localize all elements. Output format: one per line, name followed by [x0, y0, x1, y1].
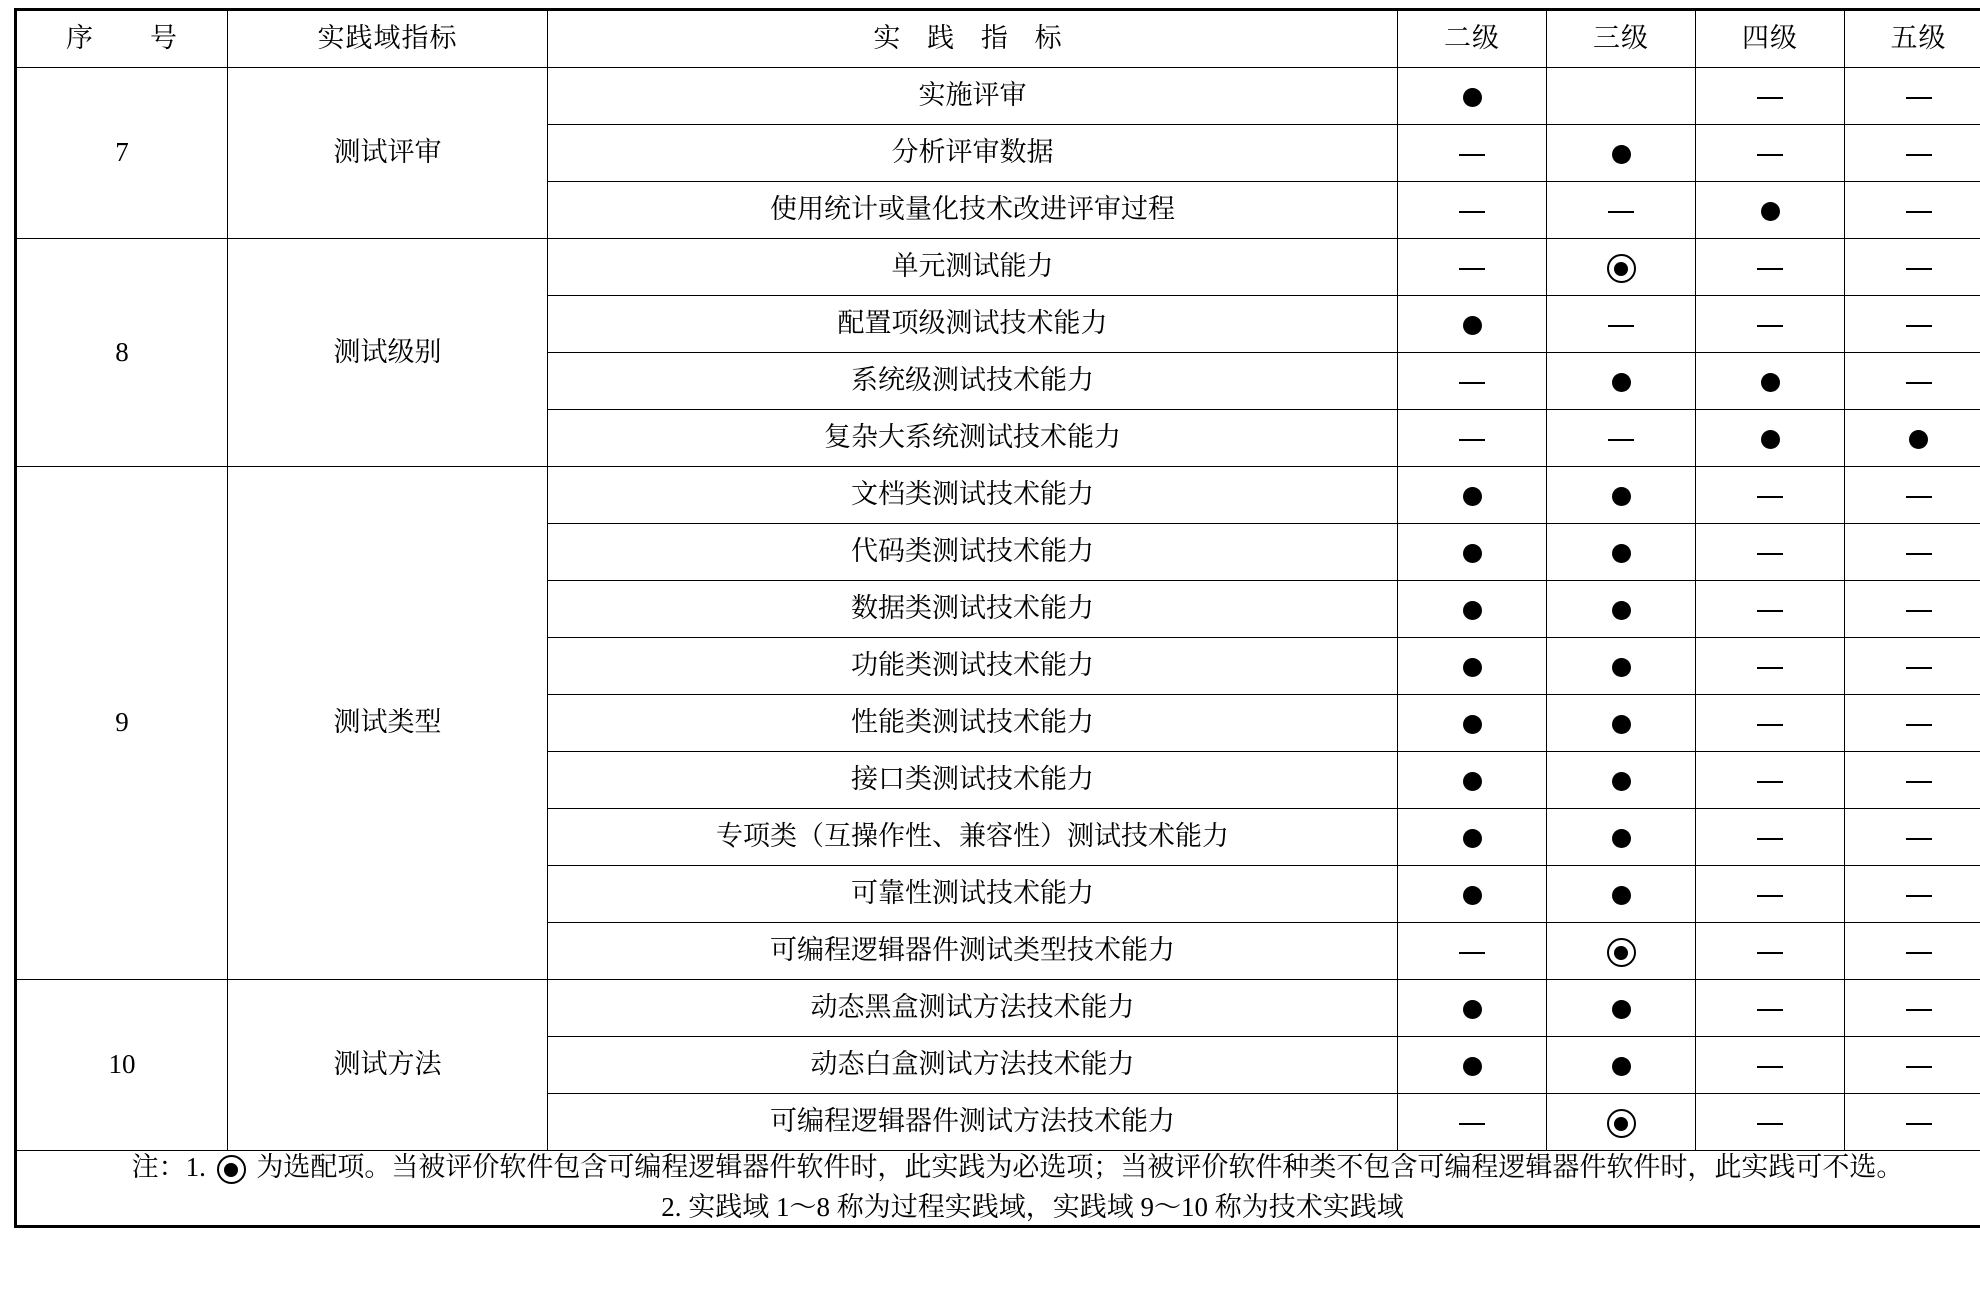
practice-indicator: 动态黑盒测试方法技术能力 — [548, 980, 1398, 1037]
not-applicable-icon — [1906, 325, 1932, 327]
header-no: 序 号 — [16, 10, 228, 68]
mark-level-5 — [1845, 695, 1980, 752]
not-applicable-icon — [1608, 211, 1634, 213]
mark-level-4 — [1696, 353, 1845, 410]
optional-marker-icon — [1607, 938, 1636, 967]
not-applicable-icon — [1906, 1123, 1932, 1125]
mark-level-3 — [1547, 68, 1696, 125]
mark-level-4 — [1696, 296, 1845, 353]
practice-domain: 测试方法 — [228, 980, 548, 1151]
row-number: 8 — [16, 239, 228, 467]
mark-level-5 — [1845, 581, 1980, 638]
not-applicable-icon — [1757, 1066, 1783, 1068]
practice-indicator: 接口类测试技术能力 — [548, 752, 1398, 809]
practice-indicator: 系统级测试技术能力 — [548, 353, 1398, 410]
not-applicable-icon — [1459, 952, 1485, 954]
notes-row — [16, 1151, 1980, 1227]
mark-level-4 — [1696, 980, 1845, 1037]
required-marker-icon — [1612, 772, 1631, 791]
required-marker-icon — [1761, 373, 1780, 392]
mark-level-4 — [1696, 866, 1845, 923]
row-number: 10 — [16, 980, 228, 1151]
note-1 — [17, 1151, 1980, 1185]
required-marker-icon — [1463, 1000, 1482, 1019]
mark-level-5 — [1845, 638, 1980, 695]
not-applicable-icon — [1459, 1123, 1485, 1125]
required-marker-icon — [1463, 886, 1482, 905]
practice-indicator: 动态白盒测试方法技术能力 — [548, 1037, 1398, 1094]
required-marker-icon — [1463, 544, 1482, 563]
required-marker-icon — [1463, 658, 1482, 677]
mark-level-5 — [1845, 752, 1980, 809]
mark-level-5 — [1845, 866, 1980, 923]
table-row — [16, 980, 1980, 1037]
mark-level-2 — [1398, 1037, 1547, 1094]
practice-indicator: 专项类（互操作性、兼容性）测试技术能力 — [548, 809, 1398, 866]
required-marker-icon — [1463, 601, 1482, 620]
mark-level-3 — [1547, 695, 1696, 752]
header-level-3: 三级 — [1547, 10, 1696, 68]
not-applicable-icon — [1906, 781, 1932, 783]
mark-level-3 — [1547, 752, 1696, 809]
mark-level-2 — [1398, 524, 1547, 581]
mark-level-3 — [1547, 1094, 1696, 1151]
mark-level-3 — [1547, 125, 1696, 182]
mark-level-2 — [1398, 638, 1547, 695]
table-row — [16, 239, 1980, 296]
note-2: 2. 实践域 1～8 称为过程实践域，实践域 9～10 称为技术实践域 — [661, 1191, 1404, 1222]
not-applicable-icon — [1459, 268, 1485, 270]
mark-level-5 — [1845, 239, 1980, 296]
not-applicable-icon — [1906, 553, 1932, 555]
mark-level-3 — [1547, 809, 1696, 866]
mark-level-4 — [1696, 1094, 1845, 1151]
not-applicable-icon — [1906, 1009, 1932, 1011]
mark-level-5 — [1845, 980, 1980, 1037]
mark-level-4 — [1696, 239, 1845, 296]
mark-level-4 — [1696, 182, 1845, 239]
note-1-text: 为选配项。当被评价软件包含可编程逻辑器件软件时，此实践为必选项；当被评价软件种类不包含可编程逻辑器件软件时，此实践可不选。 — [256, 1152, 1904, 1182]
practice-domain: 测试类型 — [228, 467, 548, 980]
required-marker-icon — [1463, 316, 1482, 335]
not-applicable-icon — [1459, 439, 1485, 441]
header-domain: 实践域指标 — [228, 10, 548, 68]
mark-level-4 — [1696, 695, 1845, 752]
mark-level-3 — [1547, 239, 1696, 296]
mark-level-2 — [1398, 125, 1547, 182]
mark-level-2 — [1398, 410, 1547, 467]
header-level-5: 五级 — [1845, 10, 1980, 68]
row-number: 9 — [16, 467, 228, 980]
row-number: 7 — [16, 68, 228, 239]
not-applicable-icon — [1757, 325, 1783, 327]
practice-domain: 测试评审 — [228, 68, 548, 239]
table-body — [16, 68, 1980, 1151]
practice-domain: 测试级别 — [228, 239, 548, 467]
not-applicable-icon — [1608, 325, 1634, 327]
mark-level-2 — [1398, 695, 1547, 752]
not-applicable-icon — [1757, 154, 1783, 156]
required-marker-icon — [1463, 715, 1482, 734]
mark-level-3 — [1547, 410, 1696, 467]
not-applicable-icon — [1757, 895, 1783, 897]
practice-indicator: 数据类测试技术能力 — [548, 581, 1398, 638]
table-header — [16, 10, 1980, 68]
mark-level-4 — [1696, 638, 1845, 695]
practice-indicator: 性能类测试技术能力 — [548, 695, 1398, 752]
required-marker-icon — [1463, 829, 1482, 848]
mark-level-2 — [1398, 239, 1547, 296]
table-footer — [16, 1151, 1980, 1227]
mark-level-2 — [1398, 923, 1547, 980]
not-applicable-icon — [1906, 838, 1932, 840]
practice-indicator: 可编程逻辑器件测试方法技术能力 — [548, 1094, 1398, 1151]
required-marker-icon — [1463, 88, 1482, 107]
not-applicable-icon — [1906, 97, 1932, 99]
required-marker-icon — [1612, 886, 1631, 905]
mark-level-5 — [1845, 125, 1980, 182]
not-applicable-icon — [1757, 724, 1783, 726]
not-applicable-icon — [1459, 154, 1485, 156]
mark-level-5 — [1845, 1037, 1980, 1094]
required-marker-icon — [1761, 202, 1780, 221]
mark-level-5 — [1845, 1094, 1980, 1151]
mark-level-3 — [1547, 866, 1696, 923]
required-marker-icon — [1612, 829, 1631, 848]
mark-level-5 — [1845, 524, 1980, 581]
mark-level-2 — [1398, 980, 1547, 1037]
practice-indicator: 使用统计或量化技术改进评审过程 — [548, 182, 1398, 239]
practice-indicator: 文档类测试技术能力 — [548, 467, 1398, 524]
not-applicable-icon — [1757, 97, 1783, 99]
mark-level-3 — [1547, 296, 1696, 353]
not-applicable-icon — [1906, 154, 1932, 156]
mark-level-2 — [1398, 752, 1547, 809]
not-applicable-icon — [1757, 952, 1783, 954]
header-row — [16, 10, 1980, 68]
mark-level-3 — [1547, 980, 1696, 1037]
required-marker-icon — [1463, 1057, 1482, 1076]
not-applicable-icon — [1757, 553, 1783, 555]
not-applicable-icon — [1906, 382, 1932, 384]
mark-level-3 — [1547, 1037, 1696, 1094]
mark-level-3 — [1547, 467, 1696, 524]
required-marker-icon — [1612, 544, 1631, 563]
not-applicable-icon — [1906, 610, 1932, 612]
optional-marker-icon — [217, 1155, 246, 1184]
mark-level-4 — [1696, 467, 1845, 524]
header-level-4: 四级 — [1696, 10, 1845, 68]
table-row — [16, 68, 1980, 125]
mark-level-4 — [1696, 1037, 1845, 1094]
optional-marker-icon — [1607, 254, 1636, 283]
not-applicable-icon — [1906, 724, 1932, 726]
required-marker-icon — [1612, 1000, 1631, 1019]
header-level-2: 二级 — [1398, 10, 1547, 68]
practice-indicator-table — [14, 8, 1980, 1228]
mark-level-2 — [1398, 68, 1547, 125]
mark-level-2 — [1398, 866, 1547, 923]
practice-indicator: 单元测试能力 — [548, 239, 1398, 296]
not-applicable-icon — [1906, 1066, 1932, 1068]
mark-level-2 — [1398, 1094, 1547, 1151]
not-applicable-icon — [1459, 211, 1485, 213]
not-applicable-icon — [1906, 268, 1932, 270]
mark-level-4 — [1696, 923, 1845, 980]
mark-level-2 — [1398, 353, 1547, 410]
mark-level-4 — [1696, 524, 1845, 581]
not-applicable-icon — [1757, 838, 1783, 840]
mark-level-3 — [1547, 524, 1696, 581]
not-applicable-icon — [1757, 667, 1783, 669]
mark-level-2 — [1398, 296, 1547, 353]
mark-level-5 — [1845, 296, 1980, 353]
not-applicable-icon — [1906, 496, 1932, 498]
notes-cell — [16, 1151, 1980, 1227]
mark-level-5 — [1845, 467, 1980, 524]
required-marker-icon — [1612, 715, 1631, 734]
note-1-prefix: 注：1. — [131, 1152, 206, 1182]
practice-indicator: 功能类测试技术能力 — [548, 638, 1398, 695]
practice-indicator: 分析评审数据 — [548, 125, 1398, 182]
not-applicable-icon — [1757, 268, 1783, 270]
mark-level-4 — [1696, 581, 1845, 638]
required-marker-icon — [1909, 430, 1928, 449]
required-marker-icon — [1463, 487, 1482, 506]
not-applicable-icon — [1906, 667, 1932, 669]
optional-marker-icon — [1607, 1109, 1636, 1138]
practice-indicator: 可编程逻辑器件测试类型技术能力 — [548, 923, 1398, 980]
mark-level-4 — [1696, 68, 1845, 125]
required-marker-icon — [1761, 430, 1780, 449]
mark-level-2 — [1398, 182, 1547, 239]
mark-level-3 — [1547, 581, 1696, 638]
mark-level-3 — [1547, 923, 1696, 980]
required-marker-icon — [1612, 145, 1631, 164]
mark-level-3 — [1547, 353, 1696, 410]
mark-level-3 — [1547, 182, 1696, 239]
practice-indicator: 配置项级测试技术能力 — [548, 296, 1398, 353]
practice-indicator: 可靠性测试技术能力 — [548, 866, 1398, 923]
required-marker-icon — [1612, 658, 1631, 677]
not-applicable-icon — [1906, 211, 1932, 213]
required-marker-icon — [1612, 1057, 1631, 1076]
mark-level-3 — [1547, 638, 1696, 695]
not-applicable-icon — [1608, 439, 1634, 441]
required-marker-icon — [1463, 772, 1482, 791]
mark-level-4 — [1696, 752, 1845, 809]
mark-level-5 — [1845, 353, 1980, 410]
mark-level-4 — [1696, 125, 1845, 182]
mark-level-5 — [1845, 410, 1980, 467]
mark-level-5 — [1845, 68, 1980, 125]
practice-indicator: 实施评审 — [548, 68, 1398, 125]
not-applicable-icon — [1757, 1123, 1783, 1125]
required-marker-icon — [1612, 373, 1631, 392]
mark-level-5 — [1845, 923, 1980, 980]
mark-level-2 — [1398, 809, 1547, 866]
mark-level-5 — [1845, 182, 1980, 239]
mark-level-4 — [1696, 410, 1845, 467]
table-row — [16, 467, 1980, 524]
not-applicable-icon — [1757, 1009, 1783, 1011]
required-marker-icon — [1612, 487, 1631, 506]
required-marker-icon — [1612, 601, 1631, 620]
not-applicable-icon — [1757, 610, 1783, 612]
not-applicable-icon — [1906, 895, 1932, 897]
header-indicator: 实 践 指 标 — [548, 10, 1398, 68]
mark-level-2 — [1398, 467, 1547, 524]
not-applicable-icon — [1757, 496, 1783, 498]
practice-indicator: 复杂大系统测试技术能力 — [548, 410, 1398, 467]
not-applicable-icon — [1757, 781, 1783, 783]
not-applicable-icon — [1906, 952, 1932, 954]
mark-level-2 — [1398, 581, 1547, 638]
not-applicable-icon — [1459, 382, 1485, 384]
mark-level-4 — [1696, 809, 1845, 866]
practice-indicator: 代码类测试技术能力 — [548, 524, 1398, 581]
mark-level-5 — [1845, 809, 1980, 866]
